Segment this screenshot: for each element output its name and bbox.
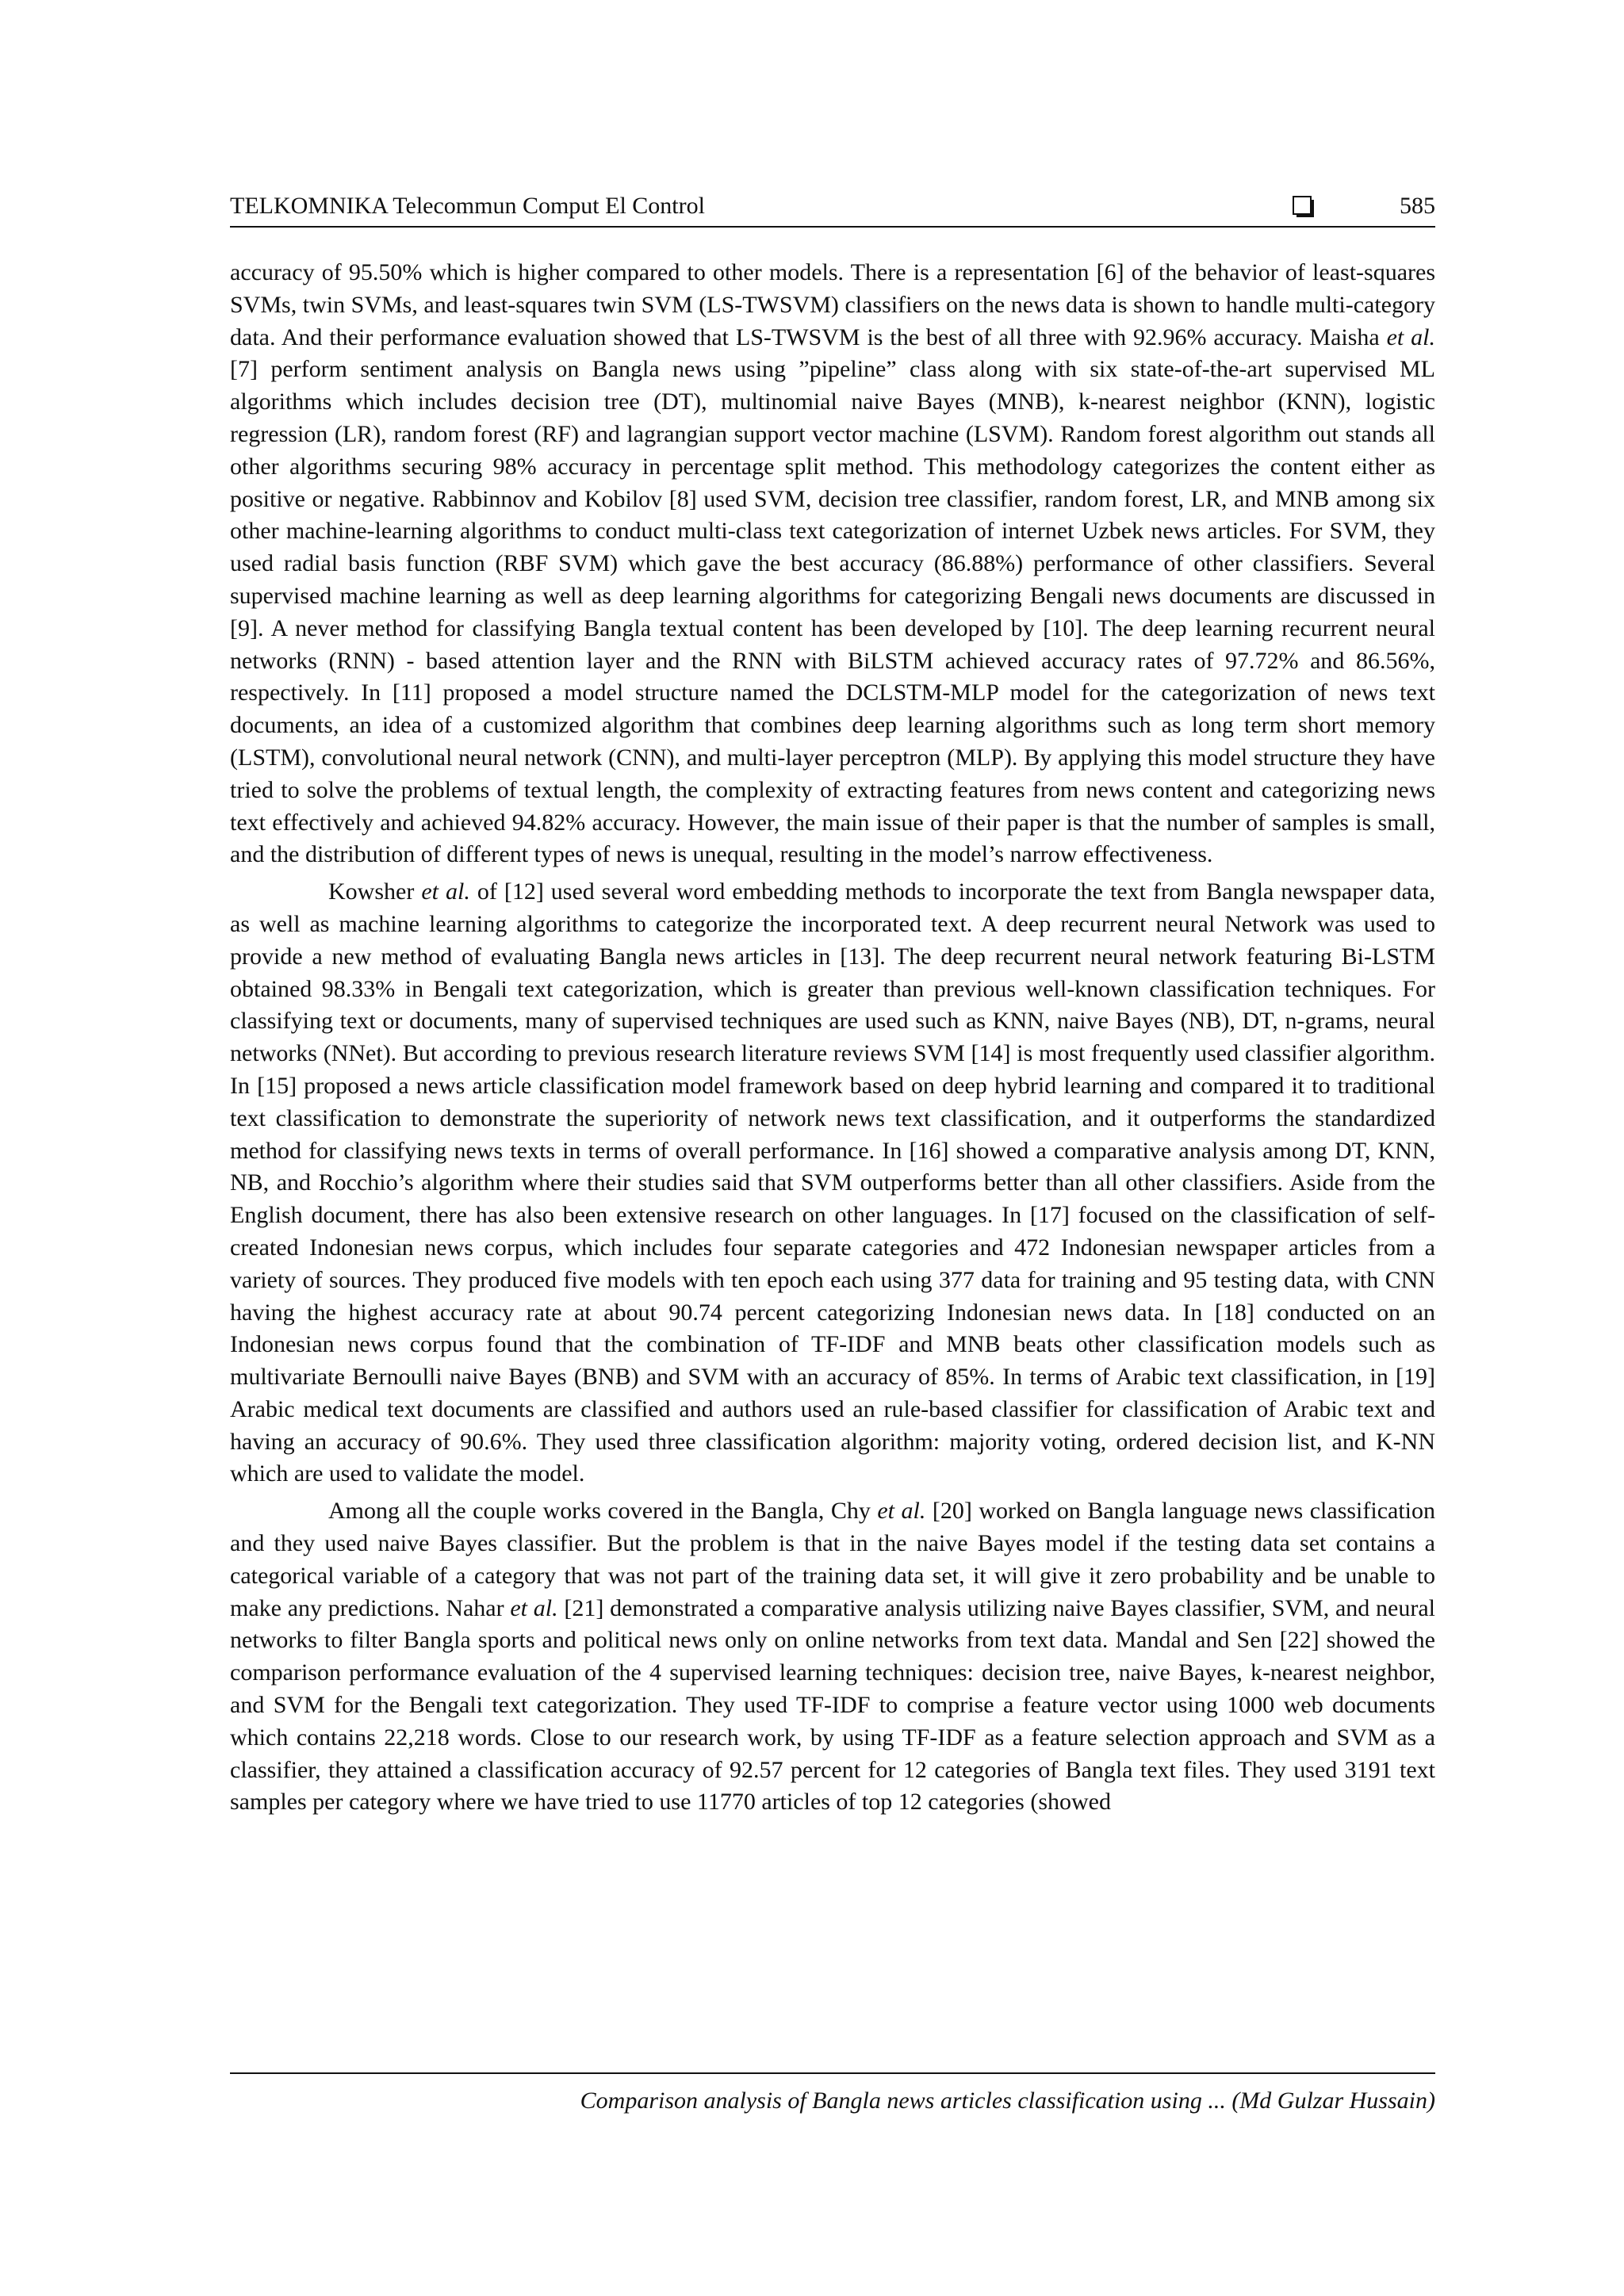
paragraph-1: accuracy of 95.50% which is higher compared to other models. There is a representation [6] of the behavior of least-squares SVMs, twin SVMs, and least-squares twin SVM (LS-TWSVM) classifiers on the news data is shown to handle multi-category data. And their performance evaluation showed that LS-TWSVM is the best of all three with 92.96% accuracy. Maisha et al. [7] perform sentiment analysis on Bangla news using ”pipeline” class along with six state-of-the-art supervised ML algorithms which includes decision tree (DT), multinomial naive Bayes (MNB), k-nearest neighbor (KNN), logistic regression (LR), random forest (RF) and lagrangian support vector machine (LSVM). Random forest algorithm out stands all other algorithms securing 98% accuracy in percentage split method. This methodology categorizes the content either as positive or negative. Rabbinnov and Kobilov [8] used SVM, decision tree classifier, random forest, LR, and MNB among six other machine-learning algorithms to conduct multi-class text categorization of internet Uzbek news articles. For SVM, they used radial basis function (RBF SVM) which gave the best accuracy (86.88%) performance of other classifiers. Several supervised machine learning as well as deep learning algorithms for categorizing Bengali news documents are discussed in [9]. A never method for classifying Bangla textual content has been developed by [10]. The deep learning recurrent neural networks (RNN) - based attention layer and the RNN with BiLSTM achieved accuracy rates of 97.72% and 86.56%, respectively. In [11] proposed a model structure named the DCLSTM-MLP model for the categorization of news text documents, an idea of a customized algorithm that combines deep learning algorithms such as long term short memory (LSTM), convolutional neural network (CNN), and multi-layer perceptron (MLP). By applying this model structure they have tried to solve the problems of textual length, the complexity of extracting features from news content and categorizing news text effectively and achieved 94.82% accuracy. However, the main issue of their paper is that the number of samples is small, and the distribution of different types of news is unequal, resulting in the model’s narrow effectiveness.	[230, 259, 1435, 868]
paper-page	[230, 189, 1435, 2139]
box-square-icon	[1293, 196, 1312, 215]
paragraph-3: Among all the couple works covered in the Bangla, Chy et al. [20] worked on Bangla language news classification and they used naive Bayes classifier. But the problem is that in the naive Bayes model if the testing data set contains a categorical variable of a category that was not part of the training data set, it will give it zero probability and be unable to make any predictions. Nahar et al. [21] demonstrated a comparative analysis utilizing naive Bayes classifier, SVM, and neural networks to filter Bangla sports and political news only on online networks from text data. Mandal and Sen [22] showed the comparison performance evaluation of the 4 supervised learning techniques: decision tree, naive Bayes, k-nearest neighbor, and SVM for the Bengali text categorization. They used TF-IDF to comprise a feature vector using 1000 web documents which contains 22,218 words. Close to our research work, by using TF-IDF as a feature selection approach and SVM as a classifier, they attained a classification accuracy of 92.57 percent for 12 categories of Bangla text files. They used 3191 text samples per category where we have tried to use 11770 articles of top 12 categories (showed	[230, 1498, 1436, 1816]
footer-rule	[230, 2072, 1435, 2074]
et-al-italic: et al.	[510, 1594, 558, 1621]
et-al-italic: et al.	[877, 1498, 926, 1525]
et-al-italic: et al.	[1386, 323, 1435, 350]
et-al-italic: et al.	[421, 878, 470, 905]
page-number: 585	[1400, 193, 1435, 219]
running-footer: Comparison analysis of Bangla news articles classification using ... (Md Gulzar Hussain)	[580, 2087, 1435, 2114]
running-header	[230, 189, 1435, 224]
journal-name: TELKOMNIKA Telecommun Comput El Control	[230, 193, 705, 219]
body-text	[230, 257, 1435, 1823]
header-rule	[230, 226, 1435, 228]
paragraph-2: Kowsher et al. of [12] used several word embedding methods to incorporate the text from Bangla newspaper data, as well as machine learning algorithms to categorize the incorporated text. A deep recurrent neural Network was used to provide a new method of evaluating Bangla news articles in [13]. The deep recurrent neural network featuring Bi-LSTM obtained 98.33% in Bengali text categorization, which is greater than previous well-known classification techniques. For classifying text or documents, many of supervised techniques are used such as KNN, naive Bayes (NB), DT, n-grams, neural networks (NNet). But according to previous research literature reviews SVM [14] is most frequently used classifier algorithm. In [15] proposed a news article classification model framework based on deep hybrid learning and compared it to traditional text classification to demonstrate the superiority of network news text classification, and it outperforms the standardized method for classifying news texts in terms of overall performance. In [16] showed a comparative analysis among DT, KNN, NB, and Rocchio’s algorithm where their studies said that SVM outperforms better than all other classifiers. Aside from the English document, there has also been extensive research on other languages. In [17] focused on the classification of self-created Indonesian news corpus, which includes four separate categories and 472 Indonesian newspaper articles from a variety of sources. They produced five models with ten epoch each using 377 data for training and 95 testing data, with CNN having the highest accuracy rate at about 90.74 percent categorizing Indonesian news data. In [18] conducted on an Indonesian news corpus found that the combination of TF-IDF and MNB beats other classification models such as multivariate Bernoulli naive Bayes (BNB) and SVM with an accuracy of 85%. In terms of Arabic text classification, in [19] Arabic medical text documents are classified and authors used an rule-based classifier for classification of Arabic text and having an accuracy of 90.6%. They used three classification algorithm: majority voting, ordered decision list, and K-NN which are used to validate the model.	[230, 878, 1436, 1487]
